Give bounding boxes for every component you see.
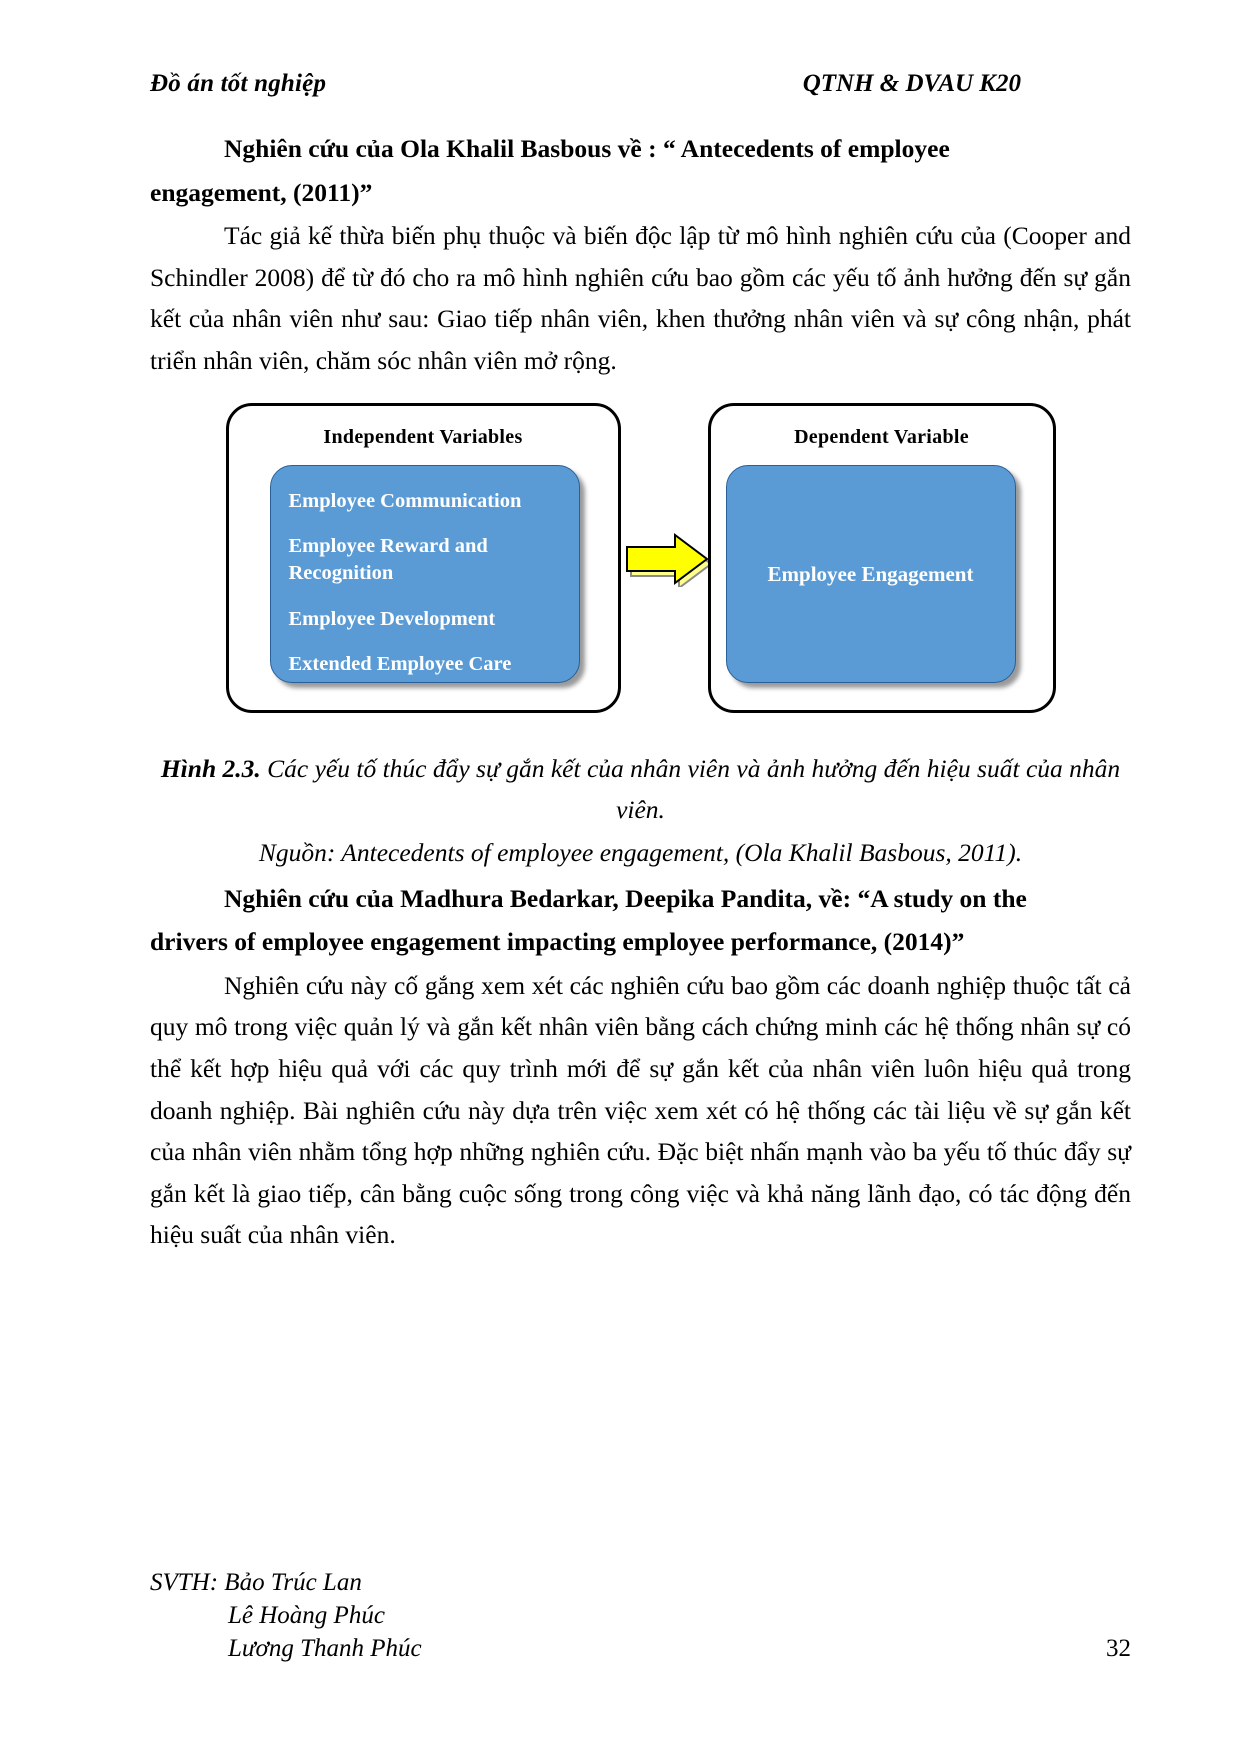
- footer-author-2: Lê Hoàng Phúc: [228, 1602, 385, 1629]
- footer-author-1: SVTH: Bảo Trúc Lan: [150, 1569, 362, 1596]
- right-arrow-icon: [623, 531, 711, 587]
- header-right-text: QTNH & DVAU K20: [802, 70, 1021, 97]
- paragraph-1: Tác giả kế thừa biến phụ thuộc và biến độc lập từ mô hình nghiên cứu của (Cooper and Schindler 2008) để từ đó cho ra mô hình nghiên cứu bao gồm các yếu tố ảnh hưởng đến sự gắn kết của nhân viên như sau: Giao tiếp nhân viên, khen thưởng nhân viên và sự công nhận, phát triển nhân viên, chăm sóc nhân viên mở rộng.: [150, 221, 1131, 375]
- page-header: [150, 70, 1131, 98]
- paragraph-2: Nghiên cứu này cố gắng xem xét các nghiên cứu bao gồm các doanh nghiệp thuộc tất cả quy mô trong việc quản lý và gắn kết nhân viên bằng cách chứng minh các hệ thống nhân sự có thể kết hợp hiệu quả với các quy trình mới để sự gắn kết của nhân viên luôn hiệu quả trong doanh nghiệp. Bài nghiên cứu này dựa trên việc xem xét có hệ thống các tài liệu về sự gắn kết của nhân viên nhằm tổng hợp những nghiên cứu. Đặc biệt nhấn mạnh vào ba yếu tố thúc đẩy sự gắn kết là giao tiếp, cân bằng cuộc sống trong công việc và khả năng lãnh đạo, có tác động đến hiệu suất của nhân viên.: [150, 970, 1131, 1250]
- figure-caption-label: Hình 2.3.: [160, 754, 261, 784]
- independent-variables-inner: [270, 465, 580, 683]
- footer-author-3: Lương Thanh Phúc: [228, 1635, 422, 1662]
- variable-item: Extended Employee Care: [288, 652, 512, 675]
- variable-item: Employee Communication: [288, 490, 522, 513]
- dependent-variable-title: Dependent Variable: [794, 426, 969, 449]
- section-heading-1-line2: engagement, (2011)”: [150, 177, 373, 207]
- variable-item: Employee Reward and Recognition: [288, 535, 488, 585]
- page-number: 32: [1106, 1635, 1131, 1662]
- section-heading-2-line1: Nghiên cứu của Madhura Bedarkar, Deepika Pandita, về: “A study on the: [224, 883, 1027, 913]
- section-heading-1-line1: Nghiên cứu của Ola Khalil Basbous về : “ Antecedents of employee: [224, 134, 950, 163]
- header-left-text: Đồ án tốt nghiệp: [150, 70, 327, 97]
- page-footer: [150, 1566, 1131, 1665]
- variable-item: Employee Development: [288, 607, 496, 630]
- figure-caption: [150, 749, 1131, 831]
- dependent-variable-inner: [726, 465, 1016, 683]
- section-heading-2-line2: drivers of employee engagement impacting employee performance, (2014)”: [150, 927, 965, 957]
- independent-variables-title: Independent Variables: [323, 426, 523, 449]
- figure-source: Nguồn: Antecedents of employee engagement, (Ola Khalil Basbous, 2011).: [258, 837, 1023, 867]
- dependent-variable-label: Employee Engagement: [767, 561, 974, 586]
- figure-caption-text: Các yếu tố thúc đẩy sự gắn kết của nhân viên và ảnh hưởng đến hiệu suất của nhân viên.: [260, 754, 1121, 825]
- figure-2-3: [150, 403, 1131, 713]
- diagram-container: [226, 403, 1056, 713]
